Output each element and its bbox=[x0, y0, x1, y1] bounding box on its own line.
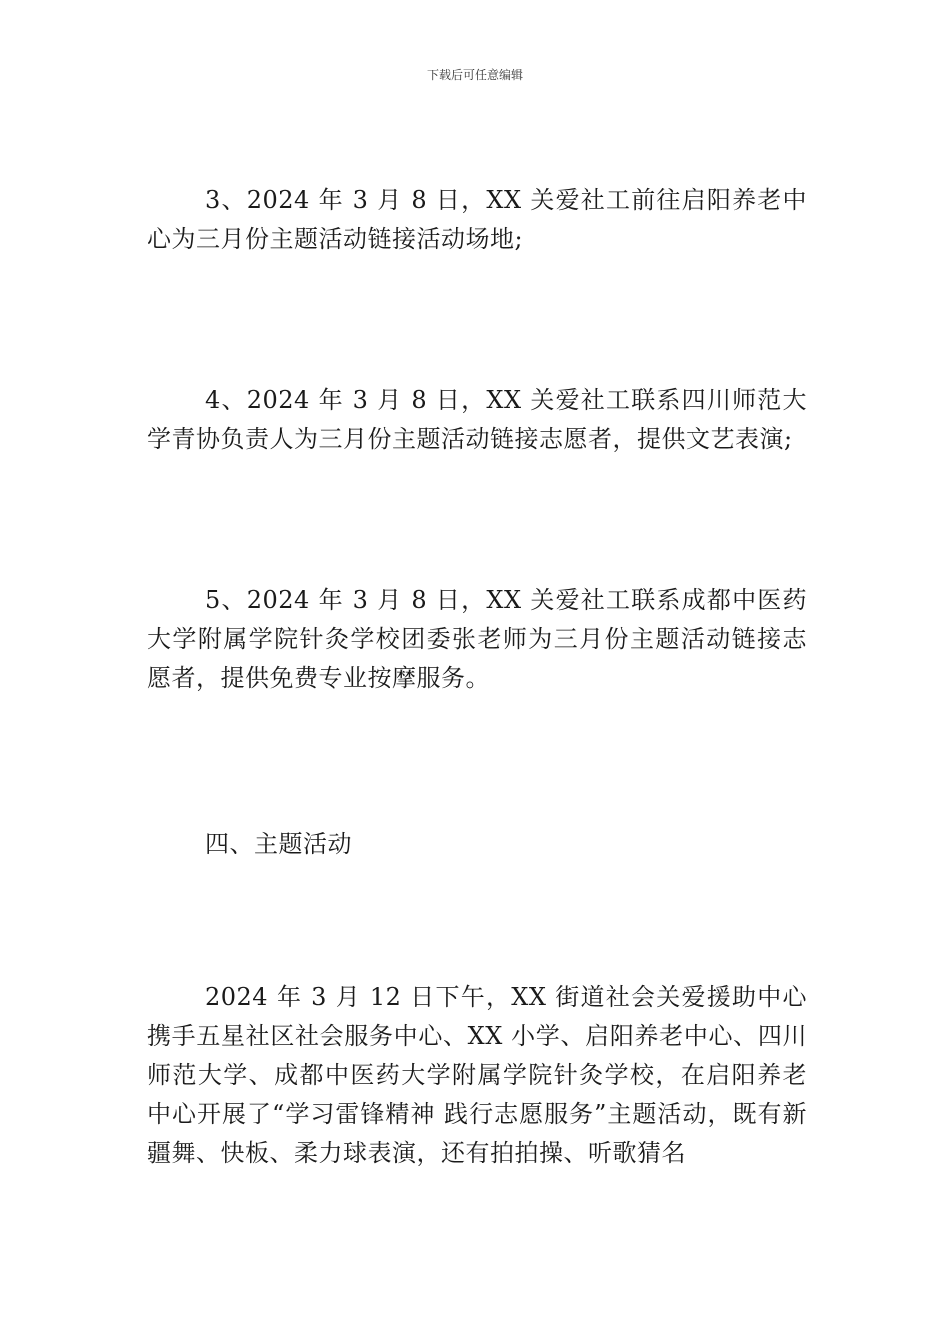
paragraph-text: 2024 年 3 月 12 日下午，XX 街道社会关爱援助中心携手五星社区社会服务中心、XX 小学、启阳养老中心、四川师范大学、成都中医药大学附属学院针灸学校，在启阳养老中心开展了“学习雷锋精神 践行志愿服务”主题活动，既有新疆舞、快板、柔力球表演，还有拍拍操、听歌猜名 bbox=[147, 983, 807, 1167]
section-heading bbox=[147, 825, 807, 864]
paragraph-text: 5、2024 年 3 月 8 日，XX 关爱社工联系成都中医药大学附属学院针灸学校团委张老师为三月份主题活动链接志愿者，提供免费专业按摩服务。 bbox=[147, 586, 807, 692]
paragraph-text: 3、2024 年 3 月 8 日，XX 关爱社工前往启阳养老中心为三月份主题活动链接活动场地; bbox=[147, 186, 807, 253]
page-header-note: 下载后可任意编辑 bbox=[426, 68, 523, 82]
paragraph-item-5 bbox=[147, 581, 807, 698]
paragraph-item-3 bbox=[147, 181, 807, 259]
paragraph-activity-summary bbox=[147, 978, 807, 1173]
paragraph-item-4 bbox=[147, 381, 807, 459]
section-heading-text: 四、主题活动 bbox=[205, 830, 352, 858]
paragraph-text: 4、2024 年 3 月 8 日，XX 关爱社工联系四川师范大学青协负责人为三月份主题活动链接志愿者，提供文艺表演; bbox=[147, 386, 807, 453]
